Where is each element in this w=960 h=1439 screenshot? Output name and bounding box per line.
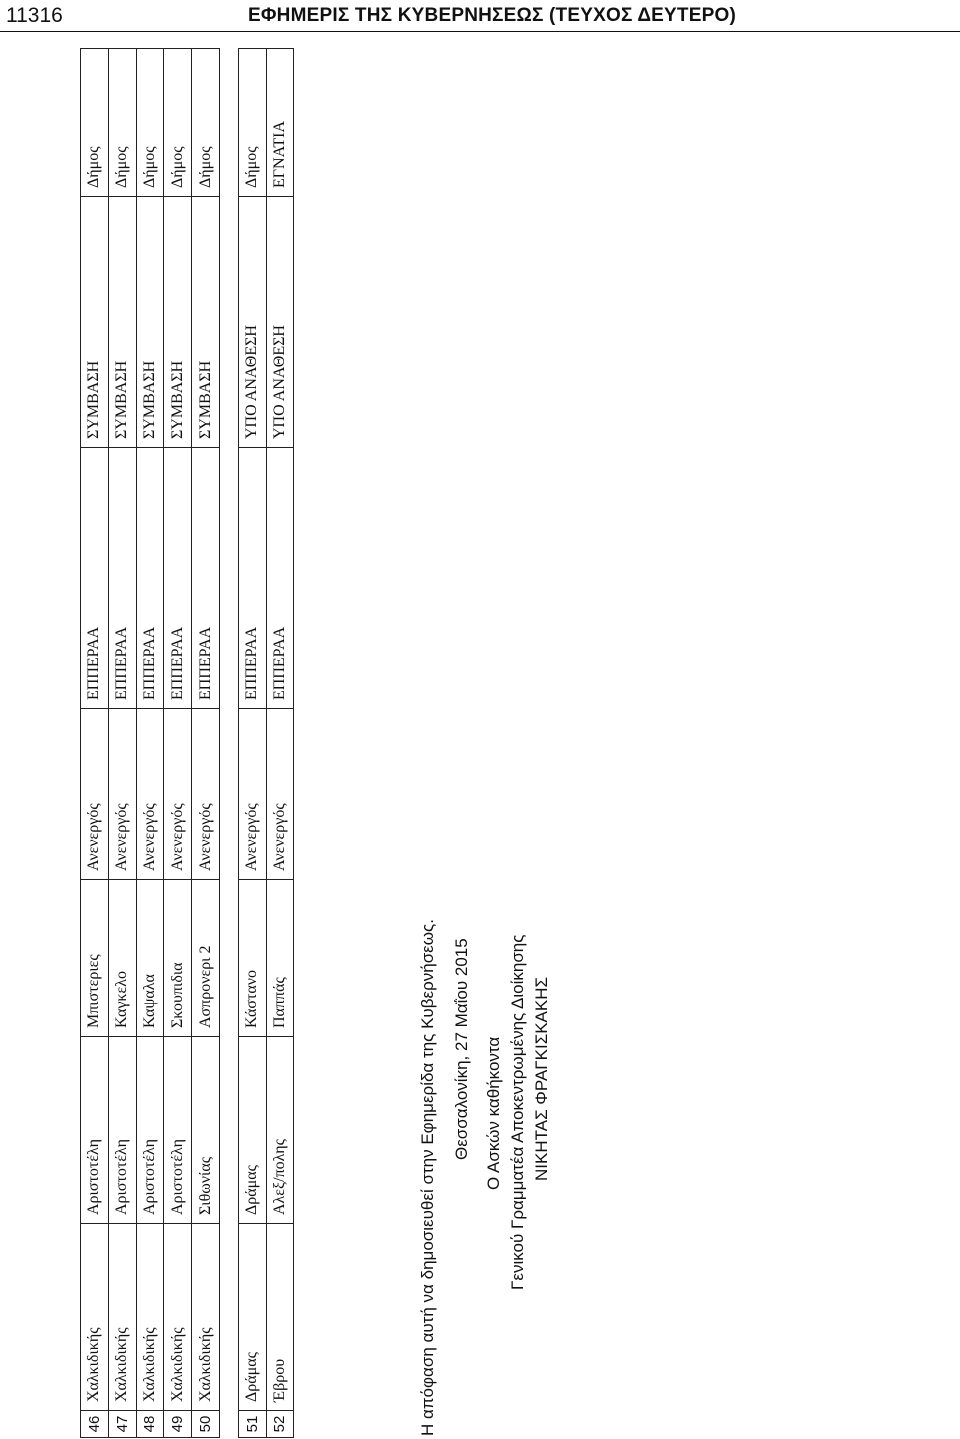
table-row [266,49,294,1438]
signer-name: ΝΙΚΗΤΑΣ ΦΡΑΓΚΙΣΚΑΚΗΣ [532,976,551,1181]
table-row [239,49,267,1438]
prefecture-cell: Χαλκιδικής [108,1224,136,1411]
site-cell: Παππάς [266,880,294,1037]
municipality-cell: Δράμας [239,1037,267,1224]
closing-block [418,338,568,1438]
site-cell: Ασπρονερι 2 [192,880,220,1037]
municipality-cell: Σιθωνίας [192,1037,220,1224]
row-number: 46 [81,1411,109,1438]
body-cell: Δήμος [239,49,267,197]
site-cell: Καψαλα [136,880,164,1037]
phase-cell: ΥΠΟ ΑΝΑΘΕΣΗ [239,197,267,448]
phase-cell: ΥΠΟ ΑΝΑΘΕΣΗ [266,197,294,448]
page-header [0,0,960,40]
table-row [108,49,136,1438]
status-cell: Ανενεργός [192,709,220,880]
site-cell: Μπιστεριες [81,880,109,1037]
sites-table-group-2 [238,48,294,1438]
phase-cell: ΣΥΜΒΑΣΗ [192,197,220,448]
sites-table-group-1 [80,48,220,1438]
journal-title: ΕΦΗΜΕΡΙΣ ΤΗΣ ΚΥΒΕΡΝΗΣΕΩΣ (ΤΕΥΧΟΣ ΔΕΥΤΕΡΟ) [248,5,736,26]
table-row [164,49,192,1438]
status-cell: Ανενεργός [164,709,192,880]
phase-cell: ΣΥΜΒΑΣΗ [164,197,192,448]
row-number: 50 [192,1411,220,1438]
row-number: 47 [108,1411,136,1438]
program-cell: ΕΠΠΕΡΑΑ [81,448,109,709]
municipality-cell: Αλεξ/πολης [266,1037,294,1224]
prefecture-cell: Χαλκιδικής [192,1224,220,1411]
site-cell: Καγκελο [108,880,136,1037]
program-cell: ΕΠΠΕΡΑΑ [108,448,136,709]
municipality-cell: Αριστοτέλη [108,1037,136,1224]
municipality-cell: Αριστοτέλη [136,1037,164,1224]
body-cell: Δήμος [192,49,220,197]
municipality-cell: Αριστοτέλη [164,1037,192,1224]
body-cell: ΕΓΝΑΤΙΑ [266,49,294,197]
status-cell: Ανενεργός [136,709,164,880]
phase-cell: ΣΥΜΒΑΣΗ [136,197,164,448]
signer-title: Ο Ασκών καθήκοντα [484,1036,503,1190]
signer-role: Γενικού Γραμματέα Αποκεντρωμένης Διοίκησης [508,934,527,1290]
phase-cell: ΣΥΜΒΑΣΗ [108,197,136,448]
prefecture-cell: Χαλκιδικής [136,1224,164,1411]
row-number: 51 [239,1411,267,1438]
page-number: 11316 [6,4,63,27]
site-cell: Κάστανο [239,880,267,1037]
prefecture-cell: Έβρου [266,1224,294,1411]
body-cell: Δήμος [164,49,192,197]
body-cell: Δήμος [108,49,136,197]
body-cell: Δήμος [136,49,164,197]
header-rule [0,31,960,32]
phase-cell: ΣΥΜΒΑΣΗ [81,197,109,448]
status-cell: Ανενεργός [108,709,136,880]
prefecture-cell: Χαλκιδικής [164,1224,192,1411]
prefecture-cell: Δράμας [239,1224,267,1411]
status-cell: Ανενεργός [81,709,109,880]
program-cell: ΕΠΠΕΡΑΑ [136,448,164,709]
row-number: 52 [266,1411,294,1438]
body-cell: Δήμος [81,49,109,197]
prefecture-cell: Χαλκιδικής [81,1224,109,1411]
status-cell: Ανενεργός [239,709,267,880]
municipality-cell: Αριστοτέλη [81,1037,109,1224]
publication-order-text: Η απόφαση αυτή να δημοσιευθεί στην Εφημερίδα της Κυβερνήσεως. [418,919,437,1436]
table-row [136,49,164,1438]
table-row [192,49,220,1438]
row-number: 48 [136,1411,164,1438]
status-cell: Ανενεργός [266,709,294,880]
row-number: 49 [164,1411,192,1438]
program-cell: ΕΠΠΕΡΑΑ [266,448,294,709]
place-date: Θεσσαλονίκη, 27 Μαΐου 2015 [452,938,471,1160]
program-cell: ΕΠΠΕΡΑΑ [164,448,192,709]
site-cell: Σκουπιδια [164,880,192,1037]
program-cell: ΕΠΠΕΡΑΑ [239,448,267,709]
program-cell: ΕΠΠΕΡΑΑ [192,448,220,709]
table-row [81,49,109,1438]
